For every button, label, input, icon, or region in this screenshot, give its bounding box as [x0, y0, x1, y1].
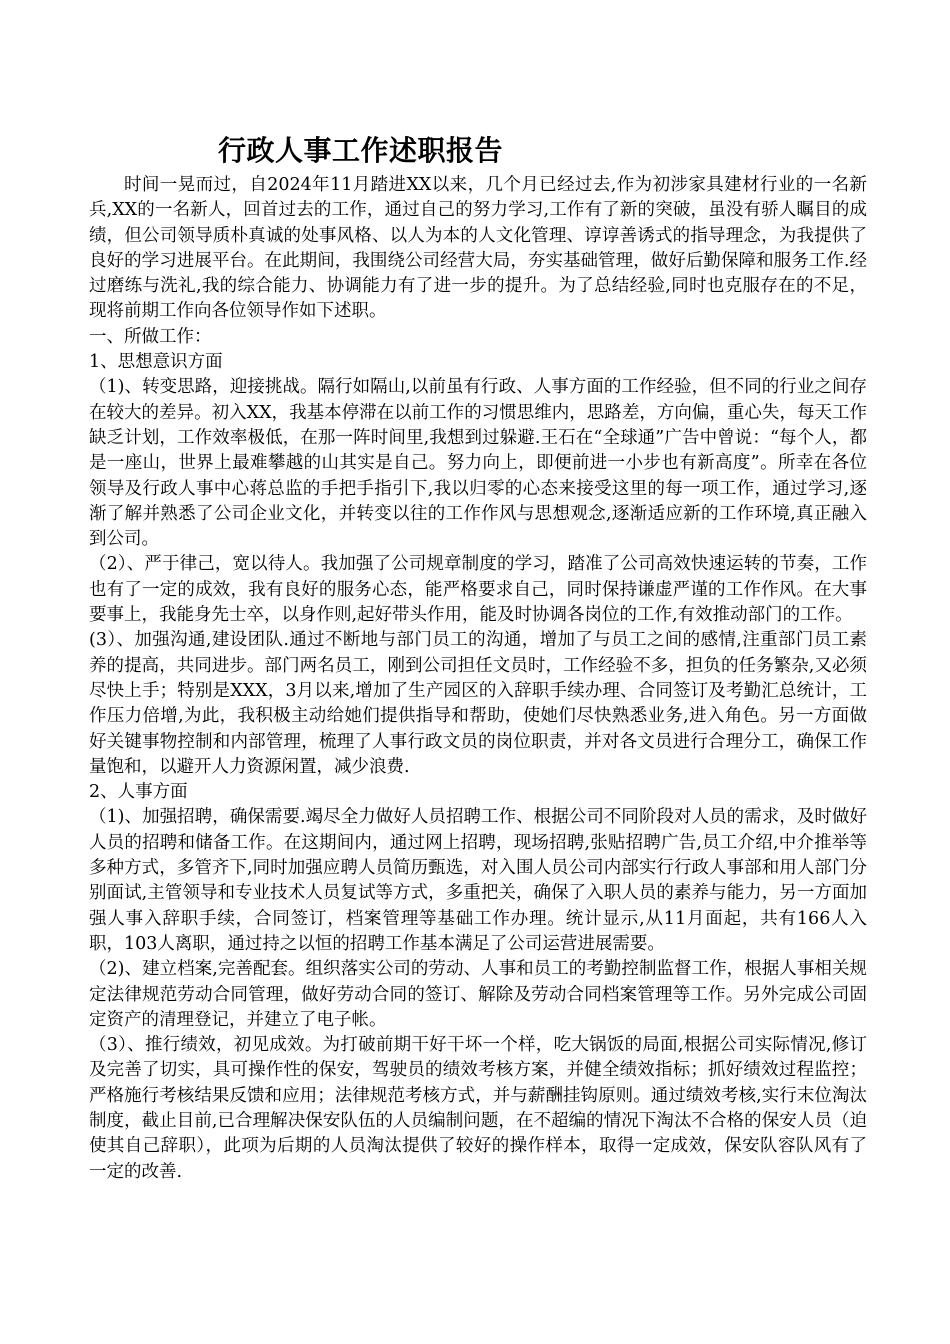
- section-heading-work-done: 一、所做工作：: [89, 326, 212, 347]
- document-body: [89, 173, 867, 1185]
- paragraph-communication-team: (3）、加强沟通,建设团队.通过不断地与部门员工的沟通，增加了与员工之间的感情,注重部门员工素养的提高，共同进步。部门两名员工，刚到公司担任文员时，工作经验不多，担负的任务繁杂,又必须尽快上手；特别是XXX，3月以来,增加了生产园区的入辞职手续办理、合同签订及考勤汇总统计，工作压力倍增,为此，我积极主动给她们提供指导和帮助，使她们尽快熟悉业务,进入角色。另一方面做好关键事物控制和内部管理，梳理了人事行政文员的岗位职责，并对各文员进行合理分工，确保工作量饱和，以避开人力资源闲置，减少浪费.: [89, 630, 867, 777]
- subsection-heading-ideology: 1、思想意识方面: [89, 352, 223, 373]
- subsection-heading-personnel: 2、人事方面: [89, 782, 188, 803]
- paragraph-change-thinking: （1)、转变思路，迎接挑战。隔行如隔山,以前虽有行政、人事方面的工作经验，但不同的行业之间存在较大的差异。初入XX，我基本停滞在以前工作的习惯思维内，思路差，方向偏，重心失，每天工作缺乏计划，工作效率极低，在那一阵时间里,我想到过躲避.王石在“全球通”广告中曾说：“每个人，都是一座山，世界上最难攀越的山其实是自己。努力向上，即便前进一小步也有新高度”。所幸在各位领导及行政人事中心蒋总监的手把手指引下,我以归零的心态来接受这里的每一项工作，通过学习,逐渐了解并熟悉了公司企业文化，并转变以往的工作作风与思想观念,逐渐适应新的工作环境,真正融入到公司。: [89, 377, 867, 550]
- paragraph-recruitment: （1)、加强招聘，确保需要.竭尽全力做好人员招聘工作、根据公司不同阶段对人员的需求，及时做好人员的招聘和储备工作。在这期间内，通过网上招聘，现场招聘,张贴招聘广告,员工介绍,中介推举等多种方式，多管齐下,同时加强应聘人员简历甄选，对入围人员公司内部实行行政人事部和用人部门分别面试,主管领导和专业技术人员复试等方式，多重把关，确保了入职人员的素养与能力，另一方面加强人事入辞职手续，合同签订，档案管理等基础工作办理。统计显示,从11月面起，共有166人入职，103人离职，通过持之以恒的招聘工作基本满足了公司运营进展需要。: [89, 807, 867, 954]
- paragraph-performance: （3）、推行绩效，初见成效。为打破前期干好干坏一个样，吃大锅饭的局面,根据公司实际情况,修订及完善了切实，具可操作性的保安，驾驶员的绩效考核方案，并健全绩效指标；抓好绩效过程监控；严格施行考核结果反馈和应用；法律规范考核方式，并与薪酬挂钩原则。通过绩效考核,实行末位淘汰制度，截止目前,已合理解决保安队伍的人员编制问题，在不超编的情况下淘汰不合格的保安人员（迫使其自己辞职），此项为后期的人员淘汰提供了较好的操作样本，取得一定成效，保安队容队风有了一定的改善.: [89, 1035, 867, 1182]
- intro-paragraph: 时间一晃而过，自2024年11月踏进XX以来，几个月已经过去,作为初涉家具建材行业的一名新兵,XX的一名新人，回首过去的工作，通过自己的努力学习,工作有了新的突破，虽没有骄人瞩目的成绩，但公司领导质朴真诚的处事风格、以人为本的人文化管理、谆谆善诱式的指导理念，为我提供了良好的学习进展平台。在此期间，我围绕公司经营大局，夯实基础管理，做好后勤保障和服务工作.经过磨练与洗礼,我的综合能力、协调能力有了进一步的提升。为了总结经验,同时也克服存在的不足，现将前期工作向各位领导作如下述职。: [89, 175, 867, 322]
- document-title: 行政人事工作述职报告: [218, 134, 504, 167]
- paragraph-self-discipline: （2）、严于律己，宽以待人。我加强了公司规章制度的学习，踏准了公司高效快速运转的节奏，工作也有了一定的成效，我有良好的服务心态，能严格要求自己，同时保持谦虚严谨的工作作风。在大事要事上，我能身先士卒，以身作则,起好带头作用，能及时协调各岗位的工作,有效推动部门的工作。: [89, 554, 867, 626]
- paragraph-archives: （2)、建立档案,完善配套。组织落实公司的劳动、人事和员工的考勤控制监督工作，根据人事相关规定法律规范劳动合同管理，做好劳动合同的签订、解除及劳动合同档案管理等工作。另外完成公司固定资产的清理登记，并建立了电子帐。: [89, 959, 867, 1030]
